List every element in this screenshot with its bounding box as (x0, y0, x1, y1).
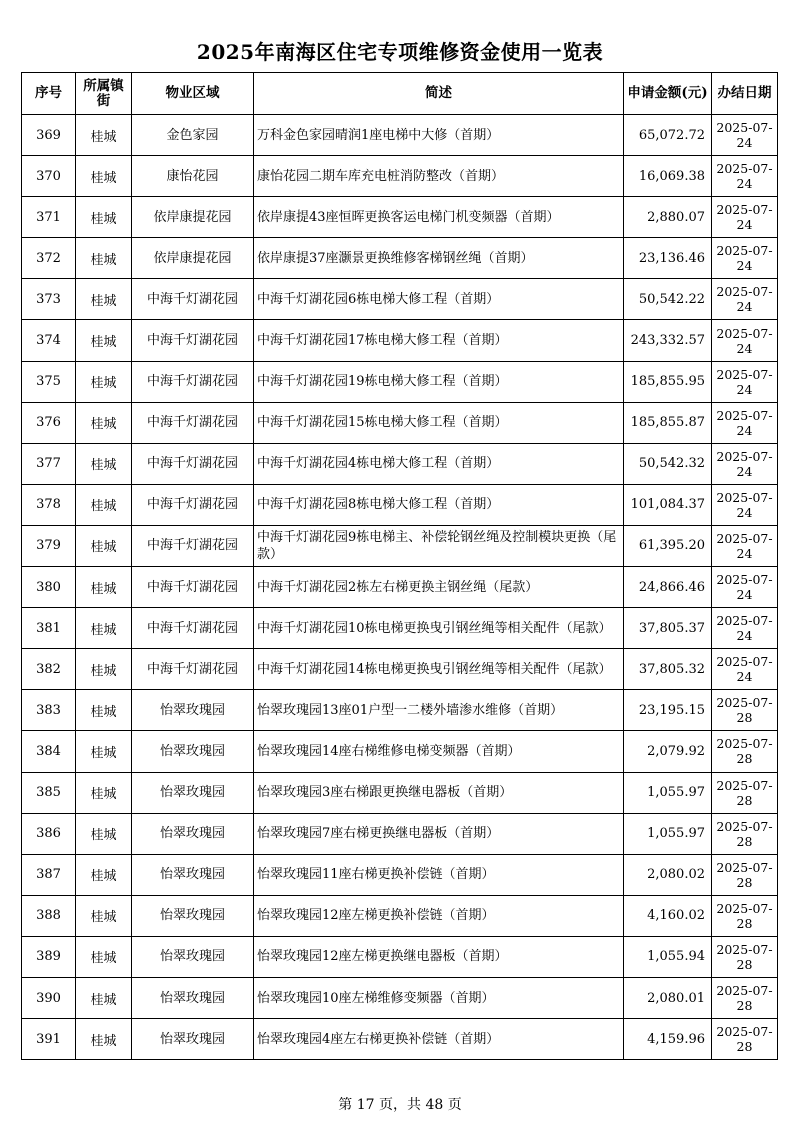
cell-no: 389 (22, 936, 76, 977)
cell-no: 383 (22, 690, 76, 731)
cell-town: 桂城 (76, 525, 132, 566)
cell-town: 桂城 (76, 977, 132, 1018)
cell-desc: 中海千灯湖花园14栋电梯更换曳引钢丝绳等相关配件（尾款） (254, 649, 624, 690)
cell-town: 桂城 (76, 279, 132, 320)
cell-desc: 依岸康提37座灏景更换维修客梯钢丝绳（首期） (254, 238, 624, 279)
cell-town: 桂城 (76, 197, 132, 238)
table-row (22, 484, 778, 525)
cell-no: 371 (22, 197, 76, 238)
cell-desc: 中海千灯湖花园17栋电梯大修工程（首期） (254, 320, 624, 361)
cell-date: 2025-07-24 (712, 115, 778, 156)
cell-town: 桂城 (76, 443, 132, 484)
table-row (22, 115, 778, 156)
cell-amount: 23,195.15 (624, 690, 712, 731)
cell-desc: 怡翠玫瑰园11座右梯更换补偿链（首期） (254, 854, 624, 895)
header-row (22, 73, 778, 115)
cell-date: 2025-07-24 (712, 525, 778, 566)
table-row (22, 690, 778, 731)
cell-date: 2025-07-28 (712, 731, 778, 772)
cell-area: 怡翠玫瑰园 (132, 854, 254, 895)
cell-date: 2025-07-28 (712, 895, 778, 936)
cell-no: 379 (22, 525, 76, 566)
cell-town: 桂城 (76, 320, 132, 361)
cell-no: 374 (22, 320, 76, 361)
cell-amount: 243,332.57 (624, 320, 712, 361)
cell-town: 桂城 (76, 484, 132, 525)
header-area: 物业区域 (132, 73, 254, 115)
cell-date: 2025-07-24 (712, 361, 778, 402)
cell-no: 391 (22, 1019, 76, 1060)
cell-area: 怡翠玫瑰园 (132, 731, 254, 772)
cell-date: 2025-07-28 (712, 772, 778, 813)
cell-area: 康怡花园 (132, 156, 254, 197)
cell-no: 384 (22, 731, 76, 772)
cell-area: 中海千灯湖花园 (132, 567, 254, 608)
cell-town: 桂城 (76, 690, 132, 731)
cell-date: 2025-07-28 (712, 813, 778, 854)
cell-desc: 中海千灯湖花园10栋电梯更换曳引钢丝绳等相关配件（尾款） (254, 608, 624, 649)
cell-area: 中海千灯湖花园 (132, 484, 254, 525)
cell-date: 2025-07-28 (712, 1019, 778, 1060)
cell-desc: 怡翠玫瑰园12座左梯更换继电器板（首期） (254, 936, 624, 977)
cell-amount: 2,080.02 (624, 854, 712, 895)
cell-town: 桂城 (76, 361, 132, 402)
cell-town: 桂城 (76, 813, 132, 854)
cell-area: 怡翠玫瑰园 (132, 690, 254, 731)
cell-amount: 185,855.95 (624, 361, 712, 402)
cell-area: 中海千灯湖花园 (132, 402, 254, 443)
cell-desc: 怡翠玫瑰园10座左梯维修变频器（首期） (254, 977, 624, 1018)
cell-amount: 65,072.72 (624, 115, 712, 156)
cell-area: 怡翠玫瑰园 (132, 895, 254, 936)
cell-town: 桂城 (76, 402, 132, 443)
cell-date: 2025-07-24 (712, 279, 778, 320)
cell-desc: 怡翠玫瑰园3座右梯跟更换继电器板（首期） (254, 772, 624, 813)
cell-amount: 2,080.01 (624, 977, 712, 1018)
cell-date: 2025-07-24 (712, 484, 778, 525)
maintenance-fund-table (21, 72, 778, 1060)
page-footer: 第 17 页，共 48 页 (338, 1097, 462, 1113)
cell-no: 386 (22, 813, 76, 854)
cell-no: 370 (22, 156, 76, 197)
cell-amount: 1,055.97 (624, 813, 712, 854)
cell-desc: 中海千灯湖花园8栋电梯大修工程（首期） (254, 484, 624, 525)
cell-amount: 4,159.96 (624, 1019, 712, 1060)
cell-date: 2025-07-28 (712, 690, 778, 731)
cell-area: 怡翠玫瑰园 (132, 977, 254, 1018)
table-row (22, 361, 778, 402)
cell-desc: 怡翠玫瑰园12座左梯更换补偿链（首期） (254, 895, 624, 936)
table-row (22, 197, 778, 238)
cell-date: 2025-07-28 (712, 936, 778, 977)
cell-town: 桂城 (76, 772, 132, 813)
cell-town: 桂城 (76, 567, 132, 608)
header-town: 所属镇街 (76, 73, 132, 115)
cell-date: 2025-07-24 (712, 443, 778, 484)
cell-date: 2025-07-24 (712, 197, 778, 238)
table-header (22, 73, 778, 115)
cell-no: 387 (22, 854, 76, 895)
cell-area: 金色家园 (132, 115, 254, 156)
table-row (22, 320, 778, 361)
cell-desc: 中海千灯湖花园6栋电梯大修工程（首期） (254, 279, 624, 320)
table-row (22, 567, 778, 608)
cell-town: 桂城 (76, 936, 132, 977)
header-desc: 简述 (254, 73, 624, 115)
cell-amount: 37,805.32 (624, 649, 712, 690)
cell-area: 怡翠玫瑰园 (132, 1019, 254, 1060)
cell-amount: 16,069.38 (624, 156, 712, 197)
cell-amount: 50,542.22 (624, 279, 712, 320)
cell-town: 桂城 (76, 649, 132, 690)
table-row (22, 608, 778, 649)
cell-no: 373 (22, 279, 76, 320)
cell-area: 依岸康提花园 (132, 238, 254, 279)
cell-desc: 万科金色家园晴润1座电梯中大修（首期） (254, 115, 624, 156)
cell-no: 375 (22, 361, 76, 402)
cell-date: 2025-07-28 (712, 854, 778, 895)
table-row (22, 402, 778, 443)
table-row (22, 977, 778, 1018)
cell-desc: 怡翠玫瑰园14座右梯维修电梯变频器（首期） (254, 731, 624, 772)
table-row (22, 156, 778, 197)
cell-area: 中海千灯湖花园 (132, 649, 254, 690)
cell-area: 中海千灯湖花园 (132, 608, 254, 649)
cell-amount: 1,055.97 (624, 772, 712, 813)
cell-town: 桂城 (76, 115, 132, 156)
table-row (22, 772, 778, 813)
cell-no: 372 (22, 238, 76, 279)
cell-amount: 23,136.46 (624, 238, 712, 279)
cell-no: 380 (22, 567, 76, 608)
cell-amount: 185,855.87 (624, 402, 712, 443)
cell-no: 378 (22, 484, 76, 525)
cell-amount: 37,805.37 (624, 608, 712, 649)
cell-town: 桂城 (76, 895, 132, 936)
cell-desc: 中海千灯湖花园15栋电梯大修工程（首期） (254, 402, 624, 443)
cell-desc: 怡翠玫瑰园13座01户型一二楼外墙渗水维修（首期） (254, 690, 624, 731)
cell-desc: 怡翠玫瑰园7座右梯更换继电器板（首期） (254, 813, 624, 854)
cell-amount: 101,084.37 (624, 484, 712, 525)
cell-no: 381 (22, 608, 76, 649)
table-row (22, 813, 778, 854)
cell-area: 怡翠玫瑰园 (132, 772, 254, 813)
cell-desc: 依岸康提43座恒晖更换客运电梯门机变频器（首期） (254, 197, 624, 238)
table-body (22, 115, 778, 1060)
cell-amount: 2,079.92 (624, 731, 712, 772)
cell-date: 2025-07-24 (712, 567, 778, 608)
cell-no: 377 (22, 443, 76, 484)
cell-area: 中海千灯湖花园 (132, 320, 254, 361)
cell-no: 390 (22, 977, 76, 1018)
cell-area: 怡翠玫瑰园 (132, 936, 254, 977)
cell-desc: 中海千灯湖花园9栋电梯主、补偿轮钢丝绳及控制模块更换（尾款） (254, 525, 624, 566)
cell-amount: 2,880.07 (624, 197, 712, 238)
cell-amount: 1,055.94 (624, 936, 712, 977)
cell-amount: 61,395.20 (624, 525, 712, 566)
cell-date: 2025-07-24 (712, 320, 778, 361)
cell-amount: 50,542.32 (624, 443, 712, 484)
table-row (22, 279, 778, 320)
cell-date: 2025-07-28 (712, 977, 778, 1018)
cell-date: 2025-07-24 (712, 649, 778, 690)
cell-area: 中海千灯湖花园 (132, 525, 254, 566)
cell-desc: 怡翠玫瑰园4座左右梯更换补偿链（首期） (254, 1019, 624, 1060)
cell-no: 388 (22, 895, 76, 936)
table-row (22, 443, 778, 484)
cell-area: 怡翠玫瑰园 (132, 813, 254, 854)
cell-date: 2025-07-24 (712, 238, 778, 279)
cell-no: 385 (22, 772, 76, 813)
cell-town: 桂城 (76, 854, 132, 895)
table-row (22, 895, 778, 936)
page-title: 2025年南海区住宅专项维修资金使用一览表 (196, 40, 604, 64)
cell-town: 桂城 (76, 238, 132, 279)
cell-desc: 中海千灯湖花园2栋左右梯更换主钢丝绳（尾款） (254, 567, 624, 608)
header-date: 办结日期 (712, 73, 778, 115)
cell-no: 376 (22, 402, 76, 443)
header-no: 序号 (22, 73, 76, 115)
cell-no: 382 (22, 649, 76, 690)
cell-town: 桂城 (76, 608, 132, 649)
cell-date: 2025-07-24 (712, 156, 778, 197)
cell-amount: 24,866.46 (624, 567, 712, 608)
table-row (22, 525, 778, 566)
cell-area: 中海千灯湖花园 (132, 279, 254, 320)
cell-area: 中海千灯湖花园 (132, 443, 254, 484)
cell-date: 2025-07-24 (712, 402, 778, 443)
cell-town: 桂城 (76, 156, 132, 197)
cell-town: 桂城 (76, 1019, 132, 1060)
cell-amount: 4,160.02 (624, 895, 712, 936)
table-row (22, 1019, 778, 1060)
cell-desc: 中海千灯湖花园4栋电梯大修工程（首期） (254, 443, 624, 484)
table-row (22, 238, 778, 279)
cell-area: 中海千灯湖花园 (132, 361, 254, 402)
table-row (22, 936, 778, 977)
cell-date: 2025-07-24 (712, 608, 778, 649)
table-row (22, 649, 778, 690)
cell-town: 桂城 (76, 731, 132, 772)
header-amount: 申请金额(元) (624, 73, 712, 115)
table-row (22, 854, 778, 895)
table-row (22, 731, 778, 772)
cell-desc: 康怡花园二期车库充电桩消防整改（首期） (254, 156, 624, 197)
cell-no: 369 (22, 115, 76, 156)
cell-area: 依岸康提花园 (132, 197, 254, 238)
cell-desc: 中海千灯湖花园19栋电梯大修工程（首期） (254, 361, 624, 402)
